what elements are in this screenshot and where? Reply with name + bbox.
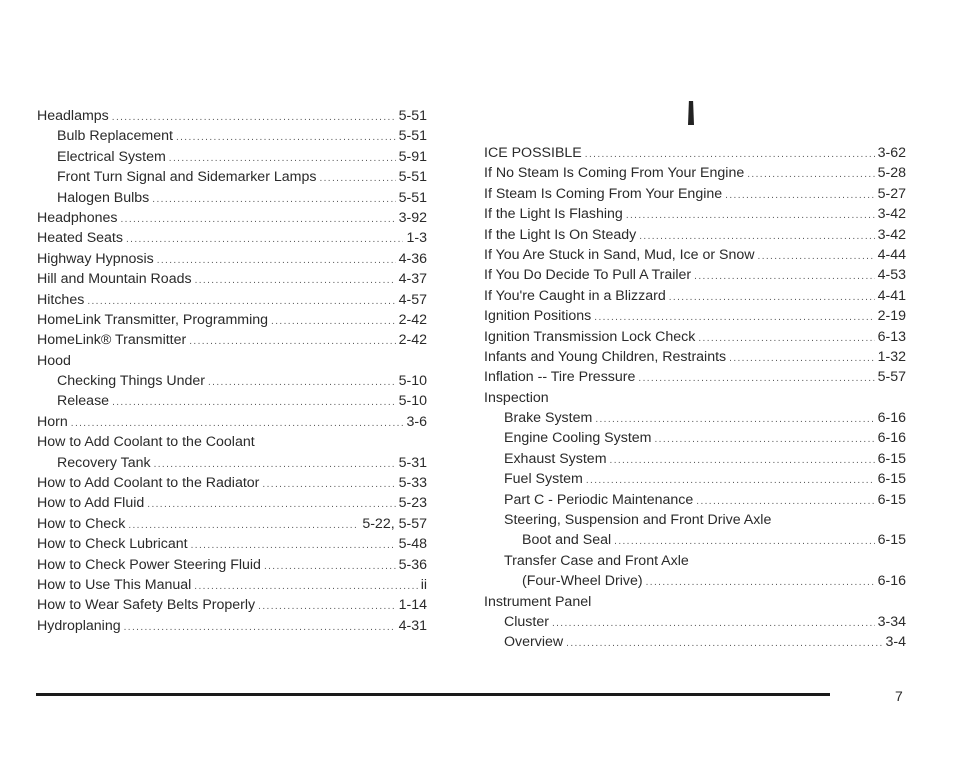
dot-leader <box>176 128 396 148</box>
index-entry <box>484 490 906 510</box>
index-page-ref: 5-51 <box>398 128 427 145</box>
index-page-ref: 4-36 <box>398 250 427 267</box>
dot-leader <box>614 532 874 552</box>
index-page-ref: 1-3 <box>406 230 427 247</box>
dot-leader <box>112 108 396 128</box>
index-entry <box>484 530 906 550</box>
index-term: Heated Seats <box>37 230 123 247</box>
index-term: Part C - Periodic Maintenance <box>504 491 694 508</box>
index-page-ref: 5-27 <box>877 185 906 202</box>
index-entry <box>37 126 427 146</box>
index-entry <box>484 428 906 448</box>
index-page-ref: 2-19 <box>877 308 906 325</box>
index-term: Boot and Seal <box>522 532 612 549</box>
index-term: Hill and Mountain Roads <box>37 271 192 288</box>
index-entry <box>484 592 906 612</box>
index-page-ref: 5-57 <box>877 369 906 386</box>
index-entry <box>484 388 906 408</box>
dot-leader <box>595 410 874 430</box>
dot-leader <box>626 206 875 226</box>
index-term: Release <box>57 393 110 410</box>
index-entry <box>37 473 427 493</box>
index-entry <box>484 612 906 632</box>
index-term: If the Light Is Flashing <box>484 206 623 223</box>
dot-leader <box>87 292 395 312</box>
index-entry <box>484 571 906 591</box>
index-term: How to Check <box>37 515 126 532</box>
index-term: Brake System <box>504 410 593 427</box>
dot-leader <box>585 145 875 165</box>
index-entry <box>37 106 427 126</box>
dot-leader <box>552 614 875 634</box>
index-term: Headlamps <box>37 108 109 124</box>
index-page-ref: 3-62 <box>877 145 906 161</box>
index-entry <box>484 632 906 652</box>
dot-leader <box>152 190 395 210</box>
index-term: Inflation -- Tire Pressure <box>484 369 636 386</box>
index-term: Bulb Replacement <box>57 128 173 145</box>
index-entry <box>37 575 427 595</box>
index-entry <box>37 290 427 310</box>
dot-leader <box>758 247 875 267</box>
index-entry <box>484 204 906 224</box>
index-term: Electrical System <box>57 148 166 165</box>
index-page-ref: 1-14 <box>398 597 427 614</box>
index-page-ref: 6-15 <box>877 450 906 467</box>
index-term: Headphones <box>37 209 118 226</box>
index-entry <box>37 147 427 167</box>
index-page-ref: 5-51 <box>398 169 427 186</box>
dot-leader <box>610 451 875 471</box>
index-page-ref: 6-15 <box>877 532 906 549</box>
index-page-ref: 4-57 <box>398 291 427 308</box>
index-page-ref: ii <box>420 576 427 593</box>
dot-leader <box>654 430 874 450</box>
index-term: Infants and Young Children, Restraints <box>484 348 727 365</box>
index-page-ref: 3-42 <box>877 226 906 243</box>
index-page-ref: 6-15 <box>877 471 906 488</box>
dot-leader <box>694 267 874 287</box>
index-page-ref: 6-16 <box>877 410 906 427</box>
dot-leader <box>725 186 874 206</box>
index-entry <box>37 208 427 228</box>
index-term: Checking Things Under <box>57 373 205 390</box>
dot-leader <box>639 227 874 247</box>
index-term: Inspection <box>484 389 549 406</box>
index-entry <box>37 188 427 208</box>
index-page-ref: 5-51 <box>398 108 427 124</box>
index-term: If You Are Stuck in Sand, Mud, Ice or Snow <box>484 246 755 263</box>
index-term: Front Turn Signal and Sidemarker Lamps <box>57 169 317 186</box>
index-term: Fuel System <box>504 471 583 488</box>
dot-leader <box>154 455 396 475</box>
dot-leader <box>189 332 395 352</box>
index-term: (Four-Wheel Drive) <box>522 573 643 590</box>
index-page-ref: 5-36 <box>398 556 427 573</box>
dot-leader <box>594 308 874 328</box>
index-page-ref: 5-10 <box>398 373 427 390</box>
index-term: HomeLink® Transmitter <box>37 332 187 349</box>
index-entry <box>484 551 906 571</box>
index-term: Overview <box>504 634 564 651</box>
index-entry <box>484 225 906 245</box>
index-term: Hood <box>37 352 71 369</box>
index-entry <box>484 143 906 163</box>
index-entry <box>37 228 427 248</box>
index-page-ref: 4-53 <box>877 267 906 284</box>
index-term: How to Add Coolant to the Coolant <box>37 434 255 451</box>
index-page-ref: 3-34 <box>877 613 906 630</box>
index-term: Recovery Tank <box>57 454 151 471</box>
index-entry <box>37 412 427 432</box>
index-entry <box>37 391 427 411</box>
index-page-ref: 4-41 <box>877 287 906 304</box>
dot-leader <box>669 288 875 308</box>
index-entry <box>37 167 427 187</box>
index-term: How to Wear Safety Belts Properly <box>37 597 256 614</box>
index-page-ref: 6-13 <box>877 328 906 345</box>
dot-leader <box>586 471 875 491</box>
index-term: ICE POSSIBLE <box>484 145 582 161</box>
dot-leader <box>262 475 395 495</box>
index-term: HomeLink Transmitter, Programming <box>37 311 269 328</box>
index-term: Horn <box>37 413 68 430</box>
index-term: Cluster <box>504 613 549 630</box>
index-entry <box>37 514 427 534</box>
index-page-ref: 3-4 <box>885 634 906 651</box>
dot-leader <box>729 349 874 369</box>
index-page-ref: 5-31 <box>398 454 427 471</box>
index-term: Steering, Suspension and Front Drive Axle <box>504 512 772 529</box>
index-entry <box>37 453 427 473</box>
index-page-ref: 5-48 <box>398 536 427 553</box>
index-term: Transfer Case and Front Axle <box>504 552 689 569</box>
index-term: How to Add Coolant to the Radiator <box>37 475 260 492</box>
index-entry <box>484 245 906 265</box>
index-term: How to Use This Manual <box>37 576 192 593</box>
index-entry <box>484 184 906 204</box>
dot-leader <box>566 634 882 654</box>
index-term: Ignition Positions <box>484 308 592 325</box>
index-entry <box>37 432 427 452</box>
index-entry <box>37 493 427 513</box>
index-page-ref: 6-16 <box>877 573 906 590</box>
index-entry <box>484 265 906 285</box>
index-term: Engine Cooling System <box>504 430 652 447</box>
index-term: Halogen Bulbs <box>57 189 150 206</box>
index-entry <box>37 310 427 330</box>
index-page-ref: 5-28 <box>877 165 906 182</box>
section-letter-heading <box>688 101 694 125</box>
index-entry <box>484 163 906 183</box>
index-term: If No Steam Is Coming From Your Engine <box>484 165 745 182</box>
index-term: Hitches <box>37 291 85 308</box>
dot-leader <box>191 536 396 556</box>
index-page-ref: 6-15 <box>877 491 906 508</box>
dot-leader <box>696 492 874 512</box>
dot-leader <box>147 495 395 515</box>
index-term: Ignition Transmission Lock Check <box>484 328 696 345</box>
dot-leader <box>71 414 404 434</box>
dot-leader <box>124 618 396 638</box>
index-page-ref: 3-6 <box>406 413 427 430</box>
dot-leader <box>195 271 396 291</box>
dot-leader <box>208 373 396 393</box>
dot-leader <box>698 329 874 349</box>
index-column-right <box>484 143 906 653</box>
index-entry <box>484 306 906 326</box>
index-term: Exhaust System <box>504 450 607 467</box>
dot-leader <box>126 230 404 250</box>
index-term: If You're Caught in a Blizzard <box>484 287 666 304</box>
dot-leader <box>128 516 359 536</box>
index-entry <box>37 249 427 269</box>
index-page-ref: 4-31 <box>398 617 427 634</box>
index-page-ref: 5-23 <box>398 495 427 512</box>
index-entry <box>37 371 427 391</box>
index-page-ref: 5-51 <box>398 189 427 206</box>
index-entry <box>37 555 427 575</box>
index-entry <box>484 469 906 489</box>
index-entry <box>484 286 906 306</box>
index-entry <box>484 510 906 530</box>
index-entry <box>484 408 906 428</box>
index-entry <box>37 330 427 350</box>
index-page-ref: 3-92 <box>398 209 427 226</box>
dot-leader <box>638 369 874 389</box>
index-page-ref: 4-37 <box>398 271 427 288</box>
index-page-ref: 5-33 <box>398 475 427 492</box>
index-entry <box>37 595 427 615</box>
index-page-ref: 6-16 <box>877 430 906 447</box>
index-term: If Steam Is Coming From Your Engine <box>484 185 723 202</box>
page-number: 7 <box>895 688 903 704</box>
dot-leader <box>194 577 417 597</box>
index-column-left <box>37 106 427 636</box>
dot-leader <box>258 597 395 617</box>
index-term: Hydroplaning <box>37 617 121 634</box>
dot-leader <box>112 393 396 413</box>
index-term: Instrument Panel <box>484 593 592 610</box>
index-page-ref: 4-44 <box>877 246 906 263</box>
index-entry <box>37 269 427 289</box>
index-entry <box>484 327 906 347</box>
index-term: How to Check Lubricant <box>37 536 188 553</box>
index-entry <box>37 534 427 554</box>
index-page-ref: 5-91 <box>398 148 427 165</box>
index-term: Highway Hypnosis <box>37 250 154 267</box>
index-page-ref: 5-10 <box>398 393 427 410</box>
index-term: How to Check Power Steering Fluid <box>37 556 261 573</box>
dot-leader <box>271 312 396 332</box>
index-page-ref: 2-42 <box>398 332 427 349</box>
index-entry <box>484 449 906 469</box>
dot-leader <box>169 149 396 169</box>
index-page-ref: 2-42 <box>398 311 427 328</box>
footer-rule <box>36 693 830 696</box>
dot-leader <box>157 251 396 271</box>
dot-leader <box>747 165 874 185</box>
index-page-ref: 1-32 <box>877 348 906 365</box>
index-term: How to Add Fluid <box>37 495 145 512</box>
index-entry <box>484 367 906 387</box>
index-entry <box>37 351 427 371</box>
index-term: If You Do Decide To Pull A Trailer <box>484 267 692 284</box>
index-page-ref: 3-42 <box>877 206 906 223</box>
dot-leader <box>646 573 875 593</box>
index-entry <box>484 347 906 367</box>
index-entry <box>37 616 427 636</box>
index-page-ref: 5-22, 5-57 <box>362 515 427 532</box>
dot-leader <box>319 169 395 189</box>
dot-leader <box>264 557 396 577</box>
dot-leader <box>120 210 395 230</box>
index-term: If the Light Is On Steady <box>484 226 637 243</box>
